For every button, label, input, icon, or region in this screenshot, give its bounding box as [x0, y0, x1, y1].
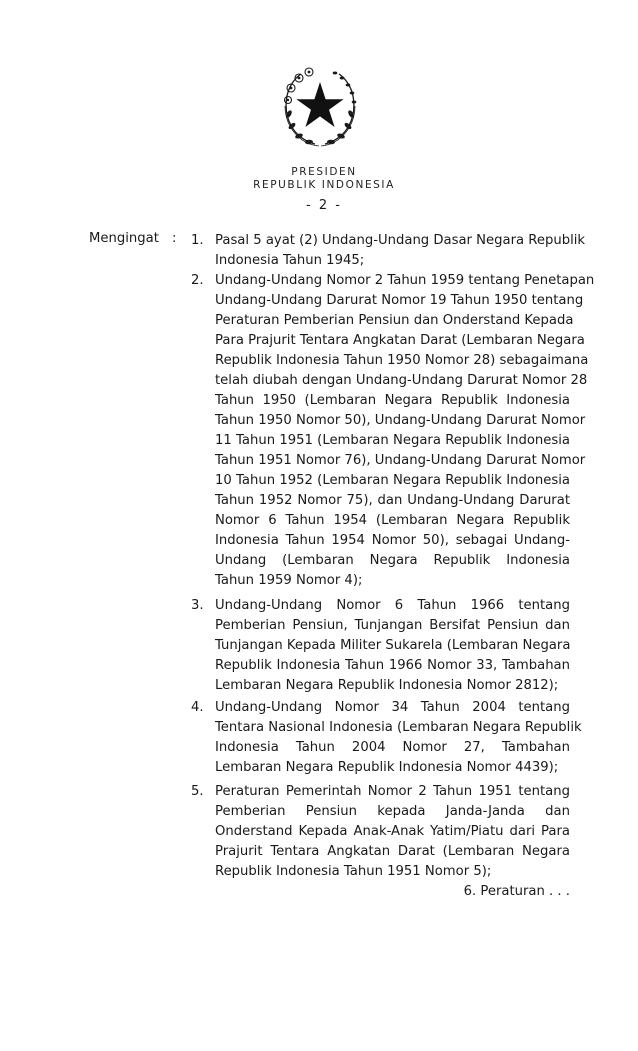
- text-line: Republik Indonesia Tahun 1950 Nomor 28) sebagaimana: [215, 353, 589, 368]
- text-line: Undang-Undang Darurat Nomor 19 Tahun 1950 tentang: [215, 293, 584, 308]
- text-line: Indonesia Tahun 1954 Nomor 50), sebagai Undang-: [215, 533, 570, 548]
- garuda-star-emblem-icon: [279, 66, 361, 148]
- text-line: Tahun 1951 Nomor 76), Undang-Undang Darurat Nomor: [215, 453, 586, 468]
- text-line: Pasal 5 ayat (2) Undang-Undang Dasar Negara Republik: [215, 233, 586, 248]
- text-line: 11 Tahun 1951 (Lembaran Negara Republik Indonesia: [215, 433, 570, 448]
- text-line: Republik Indonesia Tahun 1951 Nomor 5);: [215, 864, 492, 879]
- mengingat-label: Mengingat: [89, 231, 159, 246]
- next-page-reference: 6. Peraturan . . .: [463, 884, 570, 899]
- text-line: Republik Indonesia Tahun 1966 Nomor 33, Tambahan: [215, 658, 570, 673]
- list-item-text: [215, 698, 582, 778]
- text-line: Indonesia Tahun 2004 Nomor 27, Tambahan: [215, 740, 570, 755]
- text-line: Undang-Undang Nomor 34 Tahun 2004 tentang: [215, 700, 570, 715]
- list-item-text: [215, 782, 570, 882]
- text-line: Tentara Nasional Indonesia (Lembaran Negara Republik: [215, 720, 582, 735]
- list-item-number: 2.: [191, 273, 204, 288]
- text-line: Undang (Lembaran Negara Republik Indonesia: [215, 553, 570, 568]
- text-line: Peraturan Pemberian Pensiun dan Onderstand Kepada: [215, 313, 574, 328]
- text-line: Indonesia Tahun 1945;: [215, 253, 365, 268]
- list-item-number: 3.: [191, 598, 204, 613]
- text-line: telah diubah dengan Undang-Undang Darurat Nomor 28: [215, 373, 588, 388]
- text-line: Tahun 1950 Nomor 50), Undang-Undang Darurat Nomor: [215, 413, 586, 428]
- list-item-number: 5.: [191, 784, 204, 799]
- header-presiden: PRESIDEN: [291, 166, 357, 178]
- text-line: Undang-Undang Nomor 2 Tahun 1959 tentang Penetapan: [215, 273, 595, 288]
- text-line: 10 Tahun 1952 (Lembaran Negara Republik Indonesia: [215, 473, 570, 488]
- text-line: Undang-Undang Nomor 6 Tahun 1966 tentang: [215, 598, 570, 613]
- text-line: Lembaran Negara Republik Indonesia Nomor 4439);: [215, 760, 559, 775]
- text-line: Pemberian Pensiun, Tunjangan Bersifat Pensiun dan: [215, 618, 570, 633]
- text-line: Tahun 1959 Nomor 4);: [215, 573, 363, 588]
- text-line: Pemberian Pensiun kepada Janda-Janda dan: [215, 804, 570, 819]
- text-line: Tahun 1950 (Lembaran Negara Republik Indonesia: [215, 393, 570, 408]
- text-line: Nomor 6 Tahun 1954 (Lembaran Negara Republik: [215, 513, 570, 528]
- list-item-number: 4.: [191, 700, 204, 715]
- page-number: - 2 -: [306, 198, 342, 213]
- text-line: Onderstand Kepada Anak-Anak Yatim/Piatu dari Para: [215, 824, 570, 839]
- text-line: Lembaran Negara Republik Indonesia Nomor 2812);: [215, 678, 559, 693]
- text-line: Prajurit Tentara Angkatan Darat (Lembaran Negara: [215, 844, 570, 859]
- text-line: Tahun 1952 Nomor 75), dan Undang-Undang Darurat: [215, 493, 570, 508]
- list-item-text: [215, 596, 570, 696]
- text-line: Peraturan Pemerintah Nomor 2 Tahun 1951 tentang: [215, 784, 570, 799]
- list-item-text: [215, 271, 595, 591]
- text-line: Para Prajurit Tentara Angkatan Darat (Lembaran Negara: [215, 333, 585, 348]
- text-line: Tunjangan Kepada Militer Sukarela (Lembaran Negara: [215, 638, 571, 653]
- list-item-number: 1.: [191, 233, 204, 248]
- header-republik-indonesia: REPUBLIK INDONESIA: [253, 179, 395, 191]
- mengingat-colon: :: [172, 231, 177, 246]
- list-item-text: [215, 231, 586, 271]
